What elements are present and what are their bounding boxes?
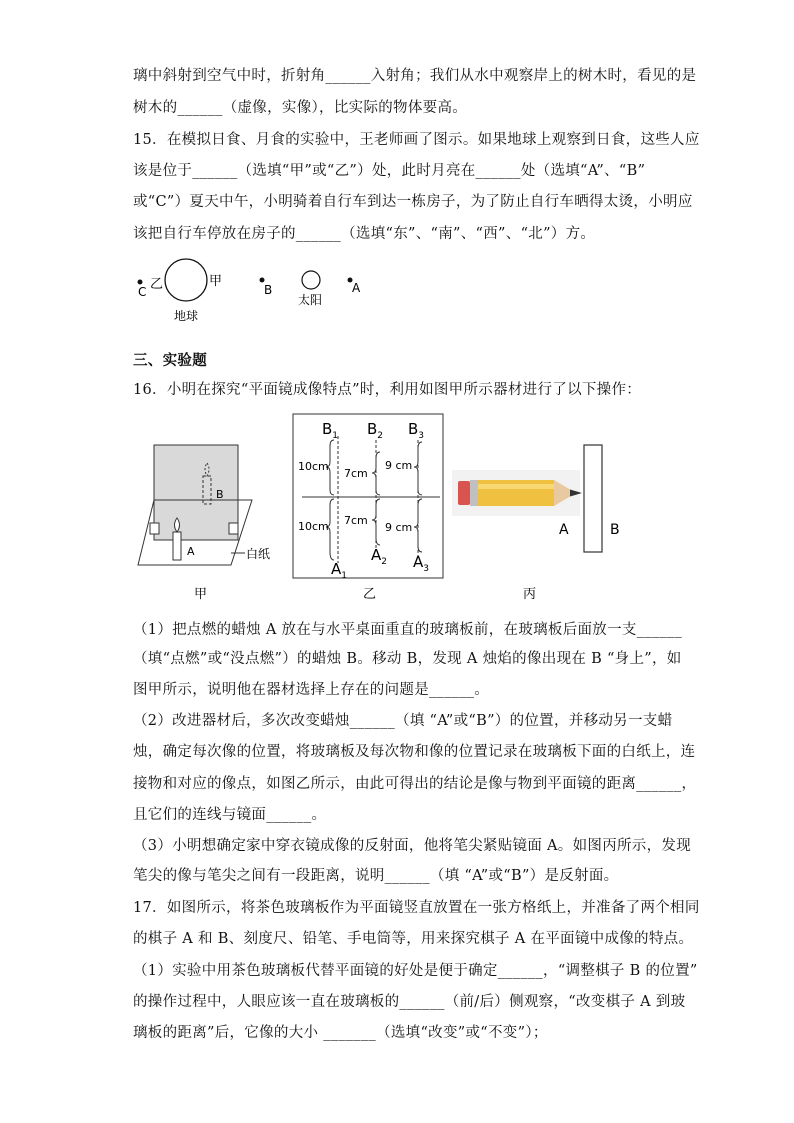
label-a2: $A_2$	[371, 546, 387, 567]
q16-line: 图甲所示，说明他在器材选择上存在的问题是______。	[133, 682, 490, 698]
figure-bing	[452, 445, 620, 602]
label-jia: 甲	[209, 274, 223, 289]
text-line: 该是位于______（选填“甲”或“乙”）处，此时月亮在______处（选填“A”、“B”	[133, 163, 646, 179]
q17-line: 的操作过程中，人眼应该一直在玻璃板的______（前/后）侧观察，“改变棋子 A 到玻	[133, 994, 686, 1010]
figure-jia	[138, 445, 270, 602]
candle-a	[173, 532, 181, 560]
text-line: 璃中斜射到空气中时，折射角______入射角；我们从水中观察岸上的树木时，看见的是	[133, 68, 697, 84]
text-line: 该把自行车停放在房子的______（选填“东”、“南”、“西”、“北”）方。	[133, 226, 596, 242]
q17-line: 璃板的距离”后，它像的大小 _______（选填“改变”或“不变”）；	[133, 1025, 548, 1041]
dist-10cm-top: 10cm	[298, 460, 329, 473]
dist-9cm-top: 9 cm	[385, 459, 413, 472]
mirror-face-b: B	[610, 522, 620, 538]
mirror-face-a: A	[559, 522, 569, 538]
q16-line: （填“点燃”或“没点燃”）的蜡烛 B。移动 B，发现 A 烛焰的像出现在 B “身上”，如	[133, 651, 682, 667]
label-yi: 乙	[150, 277, 164, 292]
label-b2: $B_2$	[367, 420, 384, 441]
q16-line: 笔尖的像与笔尖之间有一段距离，说明______（填 “A”或“B”）是反射面。	[133, 868, 619, 884]
label-sun: 太阳	[298, 293, 323, 307]
caption-yi: 乙	[363, 587, 377, 602]
section-heading: 三、实验题	[133, 353, 207, 369]
q16-line: 烛，确定每次像的位置，将玻璃板及每次物和像的位置记录在玻璃板下面的白纸上，连	[133, 744, 696, 760]
q16-line: （3）小明想确定家中穿衣镜成像的反射面，他将笔尖紧贴镜面 A。如图丙所示，发现	[133, 838, 692, 854]
figure-yi	[293, 414, 443, 602]
label-earth: 地球	[174, 309, 199, 323]
q17-line: （1）实验中用茶色玻璃板代替平面镜的好处是便于确定______，“调整棋子 B 的位置”	[133, 963, 698, 979]
label-c: C	[138, 285, 147, 299]
text-line: 或“C”）夏天中午，小明骑着自行车到达一栋房子，为了防止自行车晒得太烫，小明应	[133, 194, 693, 210]
label-a: A	[352, 281, 361, 295]
caption-bing: 丙	[523, 587, 537, 602]
text-line: 树木的______（虚像，实像），比实际的物体要高。	[133, 100, 468, 116]
dist-9cm-bottom: 9 cm	[385, 521, 413, 534]
question-15-line: 15．在模拟日食、月食的实验中，王老师画了图示。如果地球上观察到日食，这些人应	[133, 132, 700, 148]
caption-jia: 甲	[194, 587, 208, 602]
label-a1: $A_1$	[331, 560, 347, 581]
dist-10cm-bottom: 10cm	[298, 520, 329, 533]
question-17-line: 17．如图所示，将茶色玻璃板作为平面镜竖直放置在一张方格纸上，并准备了两个相同	[133, 900, 700, 916]
q16-line: 且它们的连线与镜面______。	[133, 807, 327, 823]
question-16-intro: 16．小明在探究“平面镜成像特点”时，利用如图甲所示器材进行了以下操作：	[133, 382, 642, 398]
pencil-eraser	[458, 481, 470, 505]
mirror	[584, 445, 602, 552]
q17-line: 的棋子 A 和 B、刻度尺、铅笔、手电筒等，用来探究棋子 A 在平面镜中成像的特点。	[133, 931, 694, 947]
pencil-body	[478, 480, 554, 506]
dist-7cm-bottom: 7cm	[344, 514, 368, 527]
label-b3: $B_3$	[408, 420, 425, 441]
label-b: B	[264, 283, 273, 297]
q16-line: （1）把点燃的蜡烛 A 放在与水平桌面重直的玻璃板前，在玻璃板后面放一支______	[133, 622, 683, 638]
q16-line: （2）改进器材后，多次改变蜡烛______（填 “A”或“B”）的位置，并移动另一支蜡	[133, 713, 673, 729]
label-candle-b: B	[216, 488, 224, 501]
label-candle-a: A	[187, 545, 195, 558]
q16-line: 接物和对应的像点，如图乙所示，由此可得出的结论是像与物到平面镜的距离______，	[133, 776, 697, 792]
label-a3: $A_3$	[413, 553, 429, 574]
label-b1: $B_1$	[322, 420, 339, 441]
label-white-paper: 白纸	[246, 547, 271, 561]
dist-7cm-top: 7cm	[344, 467, 368, 480]
